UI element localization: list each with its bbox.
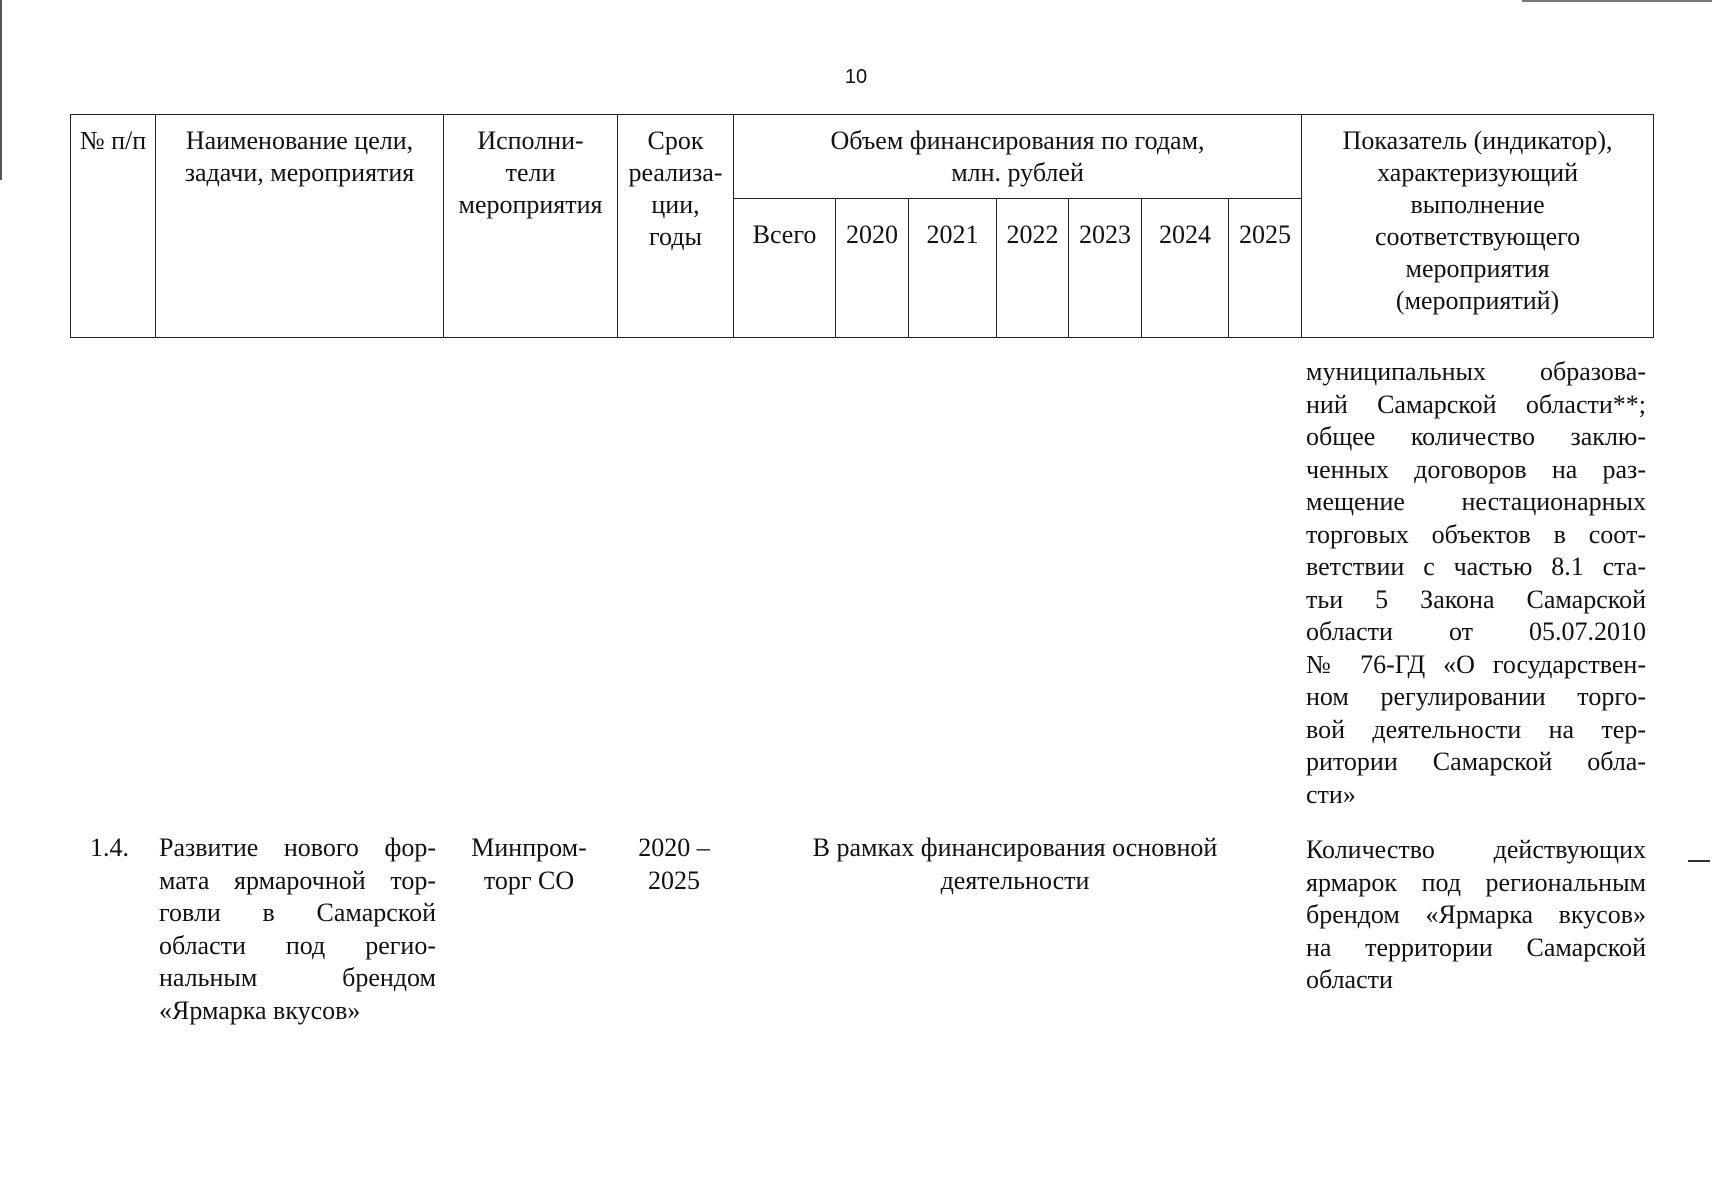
text-line: области под регио- [159, 930, 436, 960]
header-col-year: 2025 [1229, 199, 1302, 338]
text-line: брендом «Ярмарка вкусов» [1306, 900, 1646, 929]
header-col-year: 2021 [909, 199, 997, 338]
header-col-term: Срок реализа- ции, годы [618, 115, 734, 338]
header-col-year: 2020 [836, 199, 909, 338]
text-line: торг СО [483, 865, 575, 895]
text-line: Развитие нового фор- [159, 833, 436, 862]
text-line: муниципальных образова- [1306, 357, 1646, 386]
row-funding [735, 832, 1295, 897]
text-line: общее количество заклю- [1306, 422, 1646, 451]
header-col-year: 2022 [997, 199, 1069, 338]
scan-dash-mark [1688, 860, 1710, 862]
text-line: В рамках финансирования основной [812, 833, 1218, 862]
text-line: ритории Самарской обла- [1306, 747, 1646, 776]
text-line: области от 05.07.2010 [1306, 617, 1646, 646]
page-number: 10 [844, 66, 868, 88]
continuation-indicator-text [1306, 356, 1646, 811]
row-number: 1.4. [90, 833, 129, 862]
header-col-funding: Объем финансирования по годам, млн. рублей [734, 115, 1302, 199]
header-col-total: Всего [734, 199, 836, 338]
row-name [159, 832, 436, 1027]
text-line: ярмарок под региональным [1306, 867, 1646, 897]
text-line: ченных договоров на раз- [1306, 454, 1646, 484]
text-line: Количество действующих [1306, 835, 1646, 864]
text-line: «Ярмарка вкусов» [159, 995, 361, 1025]
text-line: на территории Самарской [1306, 932, 1646, 962]
header-col-name: Наименование цели, задачи, мероприятия [156, 115, 444, 338]
text-line: торговых объектов в соот- [1306, 519, 1646, 549]
text-line: мата ярмарочной тор- [159, 865, 436, 895]
scan-edge-mark [0, 0, 2, 180]
text-line: 2020 – [638, 833, 710, 862]
header-col-number: № п/п [71, 115, 156, 338]
text-line: № 76-ГД «О государствен- [1306, 649, 1646, 679]
text-line: сти» [1306, 779, 1356, 809]
text-line: мещение нестационарных [1306, 487, 1646, 516]
text-line: Минпром- [471, 833, 587, 862]
text-line: ветствии с частью 8.1 ста- [1306, 552, 1646, 581]
text-line: говли в Самарской [159, 898, 436, 927]
header-col-year: 2023 [1069, 199, 1142, 338]
scan-edge-mark [1522, 0, 1712, 2]
text-line: ном регулировании торго- [1306, 682, 1646, 711]
header-col-executors: Исполни- тели мероприятия [444, 115, 618, 338]
row-term [618, 832, 730, 897]
text-line: области [1306, 965, 1393, 994]
text-line: ний Самарской области**; [1306, 389, 1646, 419]
table-header [70, 114, 1654, 338]
text-line: тьи 5 Закона Самарской [1306, 584, 1646, 614]
text-line: деятельности [940, 865, 1090, 895]
header-col-indicator: Показатель (индикатор), характеризующий выполнение соответствующего мероприятия (мероприятий) [1302, 115, 1654, 338]
header-col-year: 2024 [1142, 199, 1229, 338]
row-executor [444, 832, 614, 897]
text-line: 2025 [648, 865, 700, 895]
row-indicator [1306, 834, 1646, 997]
text-line: нальным брендом [159, 963, 436, 992]
text-line: вой деятельности на тер- [1306, 714, 1646, 744]
